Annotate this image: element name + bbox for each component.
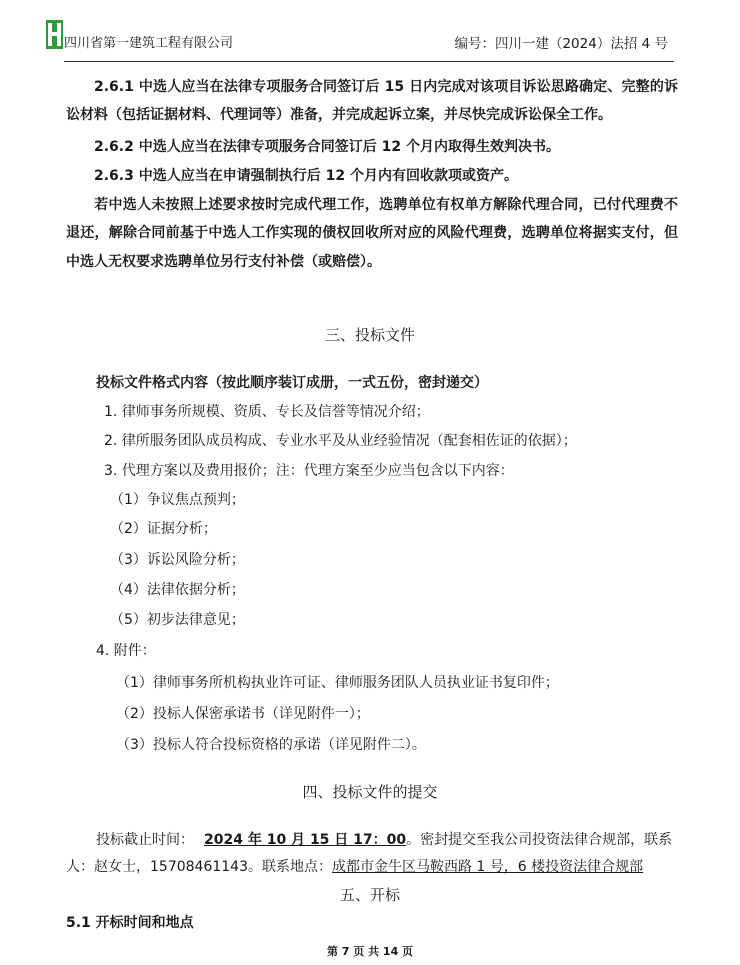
deadline-value: 2024 年 10 月 15 日 17：00 (204, 832, 407, 848)
page-number: 第 7 页 共 14 页 (326, 945, 414, 958)
attachment-item: （1）律师事务所机构执业许可证、律师服务团队人员执业证书复印件； (116, 675, 559, 691)
format-heading: 投标文件格式内容（按此顺序装订成册，一式五份，密封递交） (96, 375, 488, 391)
termination-clause: 若中选人未按照上述要求按时完成代理工作，选聘单位有权单方解除代理合同，已付代理费不退还，解除合同前基于中选人工作实现的债权回收所对应的风险代理费，选聘单位将据实支付，但中选人无权要求选聘单位另行支付补偿（或赔偿）。 (66, 197, 678, 270)
clause-2-6-3: 2.6.3 中选人应当在申请强制执行后 12 个月内有回收款项或资产。 (94, 168, 518, 184)
sub-list-item: （1）争议焦点预判； (110, 492, 245, 508)
submit-text: 。密封提交至我公司投资法律合规部，联系 (406, 832, 673, 848)
header-divider (64, 61, 674, 62)
section-4-title: 四、投标文件的提交 (302, 783, 438, 801)
contact-line (66, 856, 643, 876)
attachments-label: 4. 附件： (96, 643, 156, 659)
list-item: 2. 律所服务团队成员构成、专业水平及从业经验情况（配套相佐证的依据）； (104, 433, 577, 449)
sub-list-item: （3）诉讼风险分析； (110, 552, 245, 568)
clause-2-6-2: 2.6.2 中选人应当在法律专项服务合同签订后 12 个月内取得生效判决书。 (94, 139, 560, 155)
contact-text: 人：赵女士，15708461143。联系地点： (66, 859, 332, 875)
list-item: 3. 代理方案以及费用报价；注：代理方案至少应当包含以下内容： (104, 463, 514, 479)
clause-2-6-1: 2.6.1 中选人应当在法律专项服务合同签订后 15 日内完成对该项目诉讼思路确定、完整的诉讼材料（包括证据材料、代理词等）准备，并完成起诉立案，并尽快完成诉讼保全工作。 (66, 79, 678, 124)
header-company-name: 四川省第一建筑工程有限公司 (64, 36, 234, 51)
attachment-item: （3）投标人符合投标资格的承诺（详见附件二）。 (116, 737, 426, 753)
list-item: 1. 律师事务所规模、资质、专长及信誉等情况介绍； (104, 404, 430, 420)
contact-address: 成都市金牛区马鞍西路 1 号，6 楼投资法律合规部 (331, 859, 644, 875)
section-5-title: 五、开标 (339, 886, 400, 904)
header-document-number: 编号：四川一建（2024）法招 4 号 (454, 36, 668, 52)
logo-crossbar (48, 32, 61, 36)
company-logo (46, 20, 63, 49)
sub-list-item: （2）证据分析； (110, 521, 217, 537)
section-3-title: 三、投标文件 (324, 326, 415, 344)
deadline-line (96, 829, 672, 849)
sub-list-item: （4）法律依据分析； (110, 582, 245, 598)
attachment-item: （2）投标人保密承诺书（详见附件一）； (116, 706, 370, 722)
sub-list-item: （5）初步法律意见； (110, 612, 245, 628)
deadline-label: 投标截止时间： (96, 832, 194, 848)
section-5-1-heading: 5.1 开标时间和地点 (66, 915, 194, 931)
